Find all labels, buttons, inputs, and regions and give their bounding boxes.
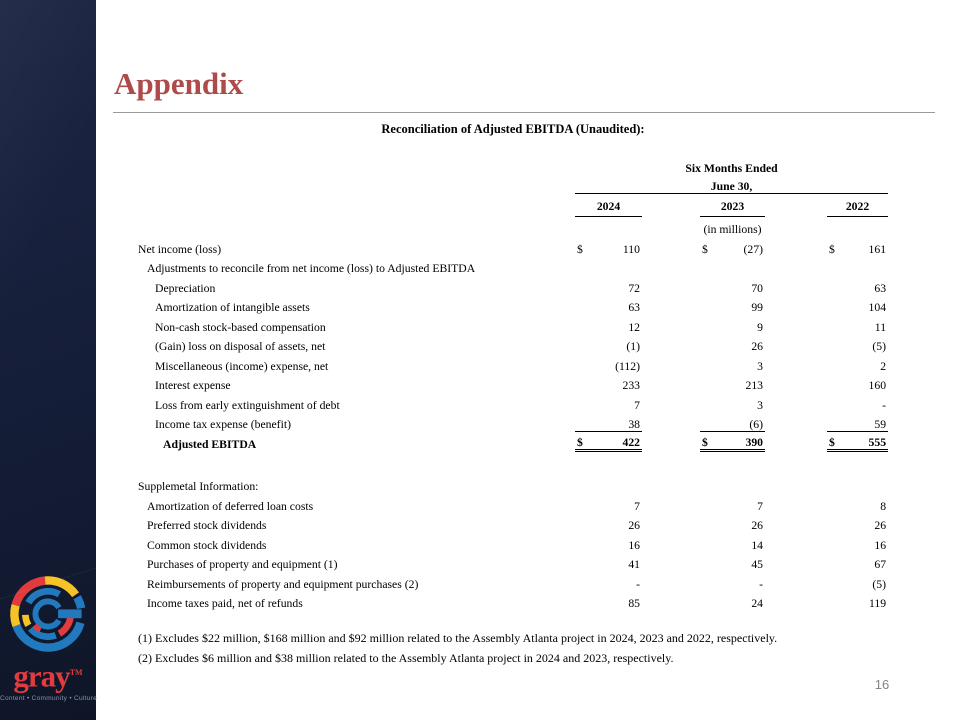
currency-symbol: $ [577, 436, 583, 449]
footnote-1: (1) Excludes $22 million, $168 million and $92 million related to the Assembly Atlanta project in 2024, 2023 and 2022, respectively. [138, 631, 778, 645]
row-label: Income tax expense (benefit) [155, 418, 291, 431]
row-value [700, 236, 765, 256]
column-gap [765, 493, 827, 513]
row-value [575, 256, 642, 276]
row-label: Preferred stock dividends [147, 519, 267, 532]
value-number: - [759, 577, 763, 591]
row-label: Loss from early extinguishment of debt [155, 398, 340, 412]
row-value [575, 412, 642, 432]
row-value [827, 513, 888, 533]
row-value [700, 591, 765, 611]
row-label: Amortization of intangible assets [155, 301, 310, 314]
table-row [138, 431, 888, 451]
table-row [138, 474, 888, 494]
table-row [138, 353, 888, 373]
value-number: 16 [874, 538, 887, 552]
table-row [138, 392, 888, 412]
row-value [827, 275, 888, 295]
gray-logo [0, 572, 96, 702]
table-rows [138, 236, 888, 610]
row-value [575, 392, 642, 412]
value-number: 160 [868, 379, 887, 392]
table-row [138, 236, 888, 256]
row-value [700, 571, 765, 591]
value-number: 72 [628, 281, 640, 295]
value-number: 12 [628, 320, 640, 334]
column-gap [642, 334, 700, 354]
value-number: 3 [757, 398, 763, 412]
row-label: Non-cash stock-based compensation [155, 320, 326, 334]
table-row [138, 532, 888, 552]
title-divider [113, 112, 935, 113]
row-value [575, 334, 642, 354]
row-value [575, 532, 642, 552]
column-gap [765, 431, 827, 451]
logo-tagline: Content • Community • Culture [0, 695, 98, 702]
header-spacer [138, 158, 575, 175]
row-value [700, 256, 765, 276]
row-value [700, 295, 765, 315]
table-title: Reconciliation of Adjusted EBITDA (Unaudited): [381, 122, 645, 136]
row-value [700, 431, 765, 451]
value-number: - [636, 577, 640, 591]
row-value [575, 373, 642, 393]
header-spacer [575, 216, 642, 236]
row-label: Income taxes paid, net of refunds [147, 597, 303, 610]
value-number: 7 [634, 499, 640, 513]
row-value [700, 532, 765, 552]
row-value [575, 431, 642, 451]
currency-symbol: $ [702, 242, 708, 256]
column-gap [765, 275, 827, 295]
column-gap [765, 193, 827, 216]
value-number: 104 [868, 301, 887, 314]
footnotes [138, 628, 777, 668]
column-gap [765, 216, 827, 236]
value-number: 3 [757, 359, 763, 373]
row-value [827, 591, 888, 611]
value-number: (27) [743, 242, 763, 256]
row-label: Reimbursements of property and equipment purchases (2) [147, 577, 419, 591]
value-number: (112) [615, 359, 640, 373]
value-number: 59 [874, 417, 887, 431]
row-value [575, 295, 642, 315]
column-gap [642, 373, 700, 393]
table-row [138, 493, 888, 513]
value-number: 67 [874, 558, 887, 571]
row-value [827, 334, 888, 354]
row-value [827, 295, 888, 315]
gray-wordmark: gray™ [13, 658, 83, 693]
row-value [827, 314, 888, 334]
row-value [700, 412, 765, 432]
value-number: 2 [880, 359, 887, 373]
column-gap [765, 314, 827, 334]
row-label: Common stock dividends [147, 538, 267, 552]
column-gap [642, 392, 700, 412]
row-value [575, 552, 642, 572]
column-gap [642, 295, 700, 315]
row-value [700, 513, 765, 533]
value-number: 26 [751, 340, 763, 353]
footnote-2: (2) Excludes $6 million and $38 million related to the Assembly Atlanta project in 2024 and 2023, respectively. [138, 651, 674, 665]
column-gap [642, 431, 700, 451]
column-gap [642, 474, 700, 494]
value-number: 70 [751, 281, 763, 295]
col-header-2022: 2022 [827, 193, 888, 216]
value-number: - [882, 398, 887, 412]
column-gap [765, 256, 827, 276]
column-gap [765, 295, 827, 315]
table-row [138, 295, 888, 315]
column-gap [642, 275, 700, 295]
column-gap [642, 552, 700, 572]
value-number: 38 [628, 417, 640, 431]
row-value [827, 474, 888, 494]
row-value [827, 236, 888, 256]
column-gap [642, 353, 700, 373]
currency-symbol: $ [829, 242, 835, 256]
table-row [138, 412, 888, 432]
value-number: 422 [622, 436, 640, 449]
table-row [138, 552, 888, 572]
value-number: 26 [628, 519, 640, 532]
column-gap [765, 373, 827, 393]
row-value [575, 314, 642, 334]
row-value [827, 571, 888, 591]
sidebar [0, 0, 96, 720]
column-gap [765, 513, 827, 533]
period-header-line1: Six Months Ended [685, 162, 778, 175]
period-header-line2: June 30, [575, 175, 888, 193]
header-spacer [827, 216, 888, 236]
value-number: 45 [751, 558, 763, 571]
currency-symbol: $ [829, 436, 835, 449]
column-gap [642, 314, 700, 334]
row-value [827, 373, 888, 393]
col-header-2024: 2024 [575, 193, 642, 216]
row-label: Depreciation [155, 281, 216, 295]
value-number: 8 [880, 499, 887, 513]
table-row [138, 256, 888, 276]
row-value [575, 513, 642, 533]
trademark-symbol: TM [69, 667, 83, 677]
row-value [575, 236, 642, 256]
value-number: 213 [745, 379, 763, 392]
row-value [700, 392, 765, 412]
row-label: Amortization of deferred loan costs [147, 499, 314, 513]
row-value [700, 474, 765, 494]
unit-note: (in millions) [703, 223, 762, 236]
row-value [700, 275, 765, 295]
row-value [700, 314, 765, 334]
row-value [700, 353, 765, 373]
row-value [700, 493, 765, 513]
value-number: 9 [757, 320, 763, 334]
row-value [575, 474, 642, 494]
column-gap [642, 591, 700, 611]
column-gap [765, 236, 827, 256]
header-spacer [138, 175, 575, 193]
column-gap [765, 392, 827, 412]
value-number: 63 [874, 281, 887, 295]
row-label: Miscellaneous (income) expense, net [155, 359, 329, 373]
column-gap [765, 591, 827, 611]
value-number: 555 [868, 436, 887, 449]
value-number: 161 [868, 242, 887, 256]
row-value [575, 591, 642, 611]
column-gap [642, 532, 700, 552]
ebitda-reconciliation-table [138, 158, 888, 610]
table-row [138, 591, 888, 611]
column-gap [642, 493, 700, 513]
column-gap [765, 571, 827, 591]
value-number: 7 [757, 499, 763, 513]
row-value [827, 552, 888, 572]
table-row [138, 513, 888, 533]
value-number: 41 [628, 558, 640, 571]
row-label: Adjustments to reconcile from net income (loss) to Adjusted EBITDA [147, 262, 476, 275]
table-row [138, 571, 888, 591]
value-number: (5) [872, 577, 887, 591]
row-value [827, 493, 888, 513]
column-gap [642, 256, 700, 276]
column-gap [765, 474, 827, 494]
row-value [827, 532, 888, 552]
header-spacer [138, 193, 575, 216]
table-row [138, 373, 888, 393]
page-number: 16 [874, 677, 890, 692]
page-title: Appendix [114, 66, 244, 101]
column-gap [765, 552, 827, 572]
column-gap [765, 334, 827, 354]
row-value [827, 412, 888, 432]
value-number: 14 [751, 538, 763, 552]
spacer-row [138, 451, 888, 474]
value-number: (1) [626, 340, 640, 353]
value-number: 233 [622, 379, 640, 392]
currency-symbol: $ [577, 242, 583, 256]
header-spacer [138, 216, 575, 236]
row-value [827, 256, 888, 276]
column-gap [642, 236, 700, 256]
row-value [575, 275, 642, 295]
row-value [575, 353, 642, 373]
column-gap [642, 571, 700, 591]
column-gap [642, 216, 700, 236]
row-value [700, 373, 765, 393]
column-gap [765, 532, 827, 552]
row-label: (Gain) loss on disposal of assets, net [155, 340, 326, 353]
value-number: 119 [868, 597, 887, 610]
value-number: 63 [628, 301, 640, 314]
column-gap [765, 353, 827, 373]
row-label: Interest expense [155, 379, 231, 392]
gray-g-logo-icon [6, 572, 90, 656]
value-number: 26 [751, 519, 763, 532]
value-number: 390 [745, 436, 763, 449]
column-gap [642, 193, 700, 216]
column-gap [765, 412, 827, 432]
value-number: 110 [622, 242, 640, 256]
column-gap [642, 513, 700, 533]
row-value [700, 552, 765, 572]
value-number: 26 [874, 519, 887, 532]
row-value [700, 334, 765, 354]
column-gap [642, 412, 700, 432]
value-number: (5) [872, 340, 887, 353]
value-number: 11 [874, 320, 887, 334]
col-header-2023: 2023 [700, 193, 765, 216]
value-number: 7 [634, 398, 640, 412]
row-value [827, 431, 888, 451]
table-row [138, 275, 888, 295]
row-value [575, 493, 642, 513]
value-number: 85 [628, 597, 640, 610]
row-label: Supplemetal Information: [138, 480, 259, 493]
row-label: Net income (loss) [138, 242, 222, 256]
row-label: Adjusted EBITDA [163, 437, 257, 451]
row-value [827, 392, 888, 412]
table-row [138, 314, 888, 334]
currency-symbol: $ [702, 436, 708, 449]
value-number: (6) [749, 417, 763, 431]
row-value [575, 571, 642, 591]
value-number: 99 [751, 301, 763, 314]
row-label: Purchases of property and equipment (1) [147, 558, 338, 571]
value-number: 24 [751, 597, 763, 610]
value-number: 16 [628, 538, 640, 552]
table-row [138, 334, 888, 354]
row-value [827, 353, 888, 373]
